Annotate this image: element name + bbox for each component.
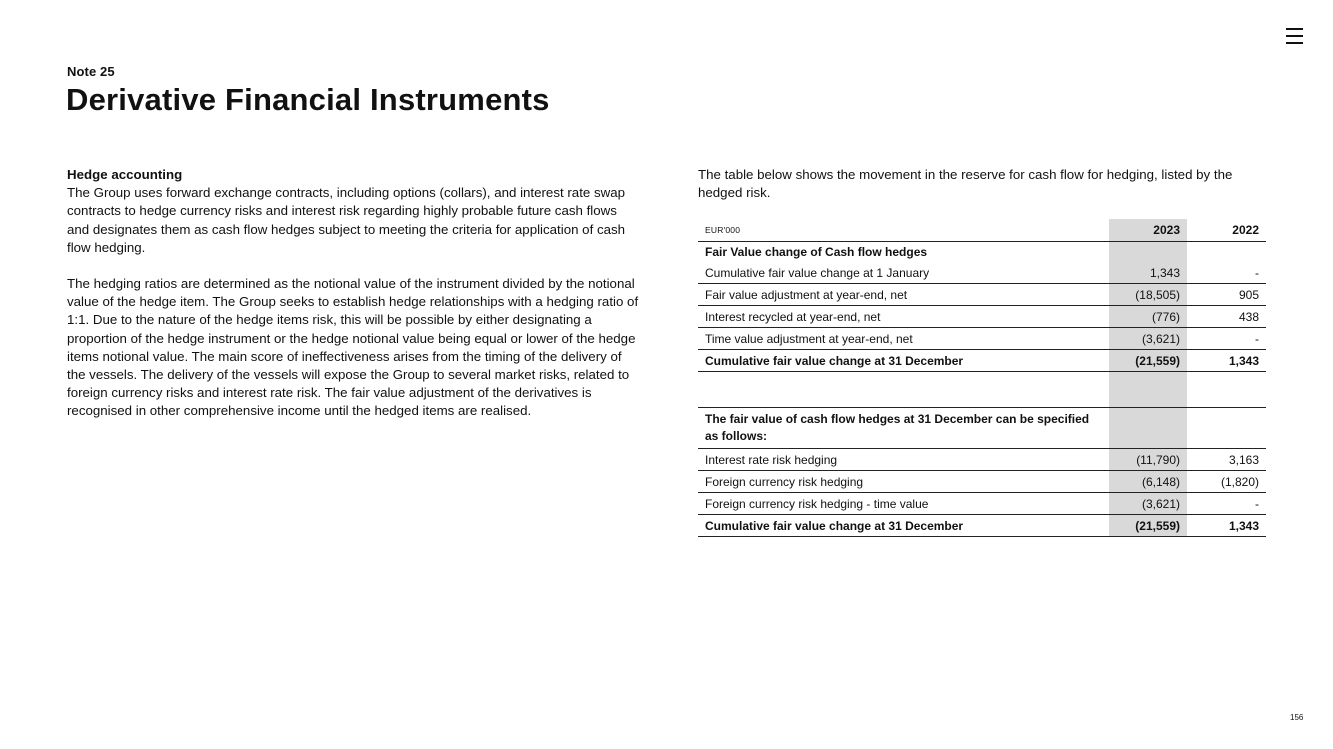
- table-row: [698, 328, 1266, 350]
- table-header-row: [698, 219, 1266, 242]
- section-title: Fair Value change of Cash flow hedges: [705, 245, 928, 259]
- menu-bar: [1286, 42, 1303, 44]
- value-2023: (11,790): [1109, 449, 1187, 471]
- paragraph: The hedging ratios are determined as the notional value of the instrument divided by the notional value of the hedge item. The Group seeks to establish hedge relationships with a hedging ratio of 1:1. Due to the nature of the hedge items risk, this will be possible by either designating a proportion of the hedge instrument or the hedge notional value being equal or lower of the hedge items notional value. The main score of ineffectiveness arises from the timing of the delivery of the vessels. The delivery of the vessels will expose the Group to several market risks, related to foreign currency risks and interest rate risk. The fair value adjustment of the derivatives is recognised in other comprehensive income until the hedged items are realised.: [67, 276, 639, 419]
- value-2023: (776): [1109, 306, 1187, 328]
- fair-value-table: [698, 219, 1266, 537]
- total-2022: 1,343: [1187, 350, 1266, 372]
- total-label: Cumulative fair value change at 31 December: [698, 515, 1109, 537]
- paragraph: The Group uses forward exchange contracts, including options (collars), and interest rate swap contracts to hedge currency risks and interest risk regarding highly probable future cash flows and designates them as cash flow hedges subject to meeting the criteria for application of cash flow hedging.: [67, 185, 626, 255]
- table-row: [698, 493, 1266, 515]
- value-2022: 905: [1187, 284, 1266, 306]
- page-title: Derivative Financial Instruments: [66, 82, 550, 117]
- value-2022: (1,820): [1187, 471, 1266, 493]
- value-2023: 1,343: [1109, 262, 1187, 284]
- left-column: [67, 166, 639, 439]
- menu-bar: [1286, 35, 1303, 37]
- total-2022: 1,343: [1187, 515, 1266, 537]
- row-label: Interest rate risk hedging: [698, 449, 1109, 471]
- total-2023: (21,559): [1109, 515, 1187, 537]
- value-2023: (6,148): [1109, 471, 1187, 493]
- section-title-row: [698, 408, 1266, 449]
- value-2023: (18,505): [1109, 284, 1187, 306]
- hamburger-menu-icon[interactable]: [1284, 26, 1306, 46]
- row-label: Interest recycled at year-end, net: [698, 306, 1109, 328]
- row-label: Foreign currency risk hedging - time value: [698, 493, 1109, 515]
- value-2022: 438: [1187, 306, 1266, 328]
- total-row: [698, 350, 1266, 372]
- table-row: [698, 306, 1266, 328]
- section-heading: Hedge accounting: [67, 167, 183, 182]
- unit-label: EUR'000: [698, 219, 1109, 242]
- value-2022: -: [1187, 262, 1266, 284]
- column-header-2022: 2022: [1187, 219, 1266, 242]
- value-2022: -: [1187, 493, 1266, 515]
- page-number: 156: [1290, 713, 1304, 722]
- row-label: Time value adjustment at year-end, net: [698, 328, 1109, 350]
- table-row: [698, 284, 1266, 306]
- row-label: Cumulative fair value change at 1 January: [698, 262, 1109, 284]
- section-title-row: [698, 242, 1266, 263]
- table-row: [698, 471, 1266, 493]
- spacer-row: [698, 372, 1266, 408]
- value-2022: 3,163: [1187, 449, 1266, 471]
- menu-bar: [1286, 28, 1303, 30]
- value-2023: (3,621): [1109, 493, 1187, 515]
- column-header-2023: 2023: [1109, 219, 1187, 242]
- note-label: Note 25: [67, 64, 115, 79]
- value-2022: -: [1187, 328, 1266, 350]
- table-row: [698, 449, 1266, 471]
- value-2023: (3,621): [1109, 328, 1187, 350]
- total-label: Cumulative fair value change at 31 December: [698, 350, 1109, 372]
- row-label: Foreign currency risk hedging: [698, 471, 1109, 493]
- table-row: [698, 262, 1266, 284]
- table-intro: The table below shows the movement in the reserve for cash flow for hedging, listed by the hedged risk.: [698, 167, 1233, 201]
- row-label: Fair value adjustment at year-end, net: [698, 284, 1109, 306]
- total-2023: (21,559): [1109, 350, 1187, 372]
- section-title: The fair value of cash flow hedges at 31 December can be specified as follows:: [705, 412, 1090, 443]
- total-row: [698, 515, 1266, 537]
